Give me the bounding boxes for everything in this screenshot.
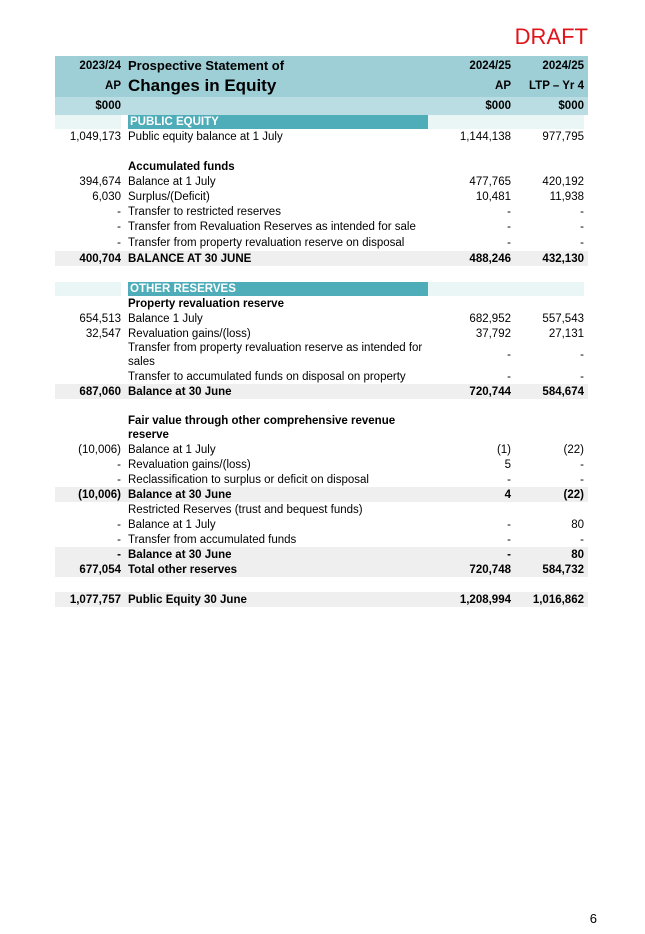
col2-unit: $000 — [485, 100, 511, 112]
ap-value: - — [507, 236, 511, 249]
ltp-value: 584,674 — [542, 385, 584, 398]
row-label: BALANCE AT 30 JUNE — [128, 252, 252, 265]
table-row — [55, 457, 588, 472]
ltp-value: - — [580, 458, 584, 471]
prior-value: 654,513 — [79, 312, 121, 325]
ap-value: 4 — [504, 488, 511, 501]
ltp-value: 11,938 — [549, 190, 584, 203]
prior-value — [55, 341, 121, 369]
row-label: Reclassification to surplus or deficit on disposal — [128, 473, 369, 486]
prior-value: 1,077,757 — [69, 593, 121, 606]
row-label: Total other reserves — [128, 563, 238, 576]
ltp-value: 27,131 — [548, 327, 584, 340]
row-label: Transfer to accumulated funds on disposal on property — [128, 370, 406, 383]
prior-value: 687,060 — [79, 385, 121, 398]
section-label: OTHER RESERVES — [128, 282, 428, 296]
ap-value: 720,748 — [469, 563, 511, 576]
prior-value: - — [117, 220, 121, 233]
row-label: Balance 1 July — [128, 312, 203, 325]
table-row — [55, 129, 588, 145]
row-label: Balance at 30 June — [128, 548, 232, 561]
title-blank — [128, 97, 428, 115]
ltp-value: - — [580, 205, 584, 218]
table-row — [55, 369, 588, 384]
title-line2: Changes in Equity — [128, 76, 277, 95]
ltp-value: - — [580, 349, 584, 361]
ap-value: - — [507, 548, 511, 561]
row-label: Balance at 1 July — [128, 518, 216, 531]
draft-watermark: DRAFT — [514, 24, 588, 49]
col3-unit: $000 — [558, 100, 584, 112]
table-row — [55, 532, 588, 547]
row-label: Transfer to restricted reserves — [128, 205, 281, 218]
header-row-type — [55, 75, 588, 97]
ap-value: 10,481 — [475, 190, 511, 203]
ap-value: - — [507, 473, 511, 486]
ap-value: 1,144,138 — [459, 131, 511, 143]
ap-value: - — [507, 370, 511, 383]
subheading: Property revaluation reserve — [128, 297, 284, 310]
spacer — [55, 577, 588, 592]
col3-type: LTP – Yr 4 — [529, 80, 584, 92]
prior-value: - — [117, 236, 121, 249]
section-label: PUBLIC EQUITY — [128, 115, 428, 129]
table-row — [55, 174, 588, 189]
prior-value — [55, 369, 121, 384]
total-row — [55, 384, 588, 399]
table-row — [55, 311, 588, 326]
ap-value: 477,765 — [469, 175, 511, 188]
table-row — [55, 326, 588, 341]
header-row-year — [55, 56, 588, 75]
ap-value: 5 — [504, 458, 511, 471]
row-label: Balance at 1 July — [128, 175, 216, 188]
subheading: Restricted Reserves (trust and bequest funds) — [128, 503, 363, 516]
ltp-value: - — [580, 533, 584, 546]
total-row — [55, 547, 588, 562]
prior-value: - — [117, 205, 121, 218]
col1-type: AP — [105, 80, 121, 92]
col2-year: 2024/25 — [469, 59, 511, 72]
ap-value: - — [507, 518, 511, 531]
total-row — [55, 251, 588, 266]
changes-in-equity-table — [55, 56, 588, 607]
spacer — [55, 266, 588, 282]
ap-value: 37,792 — [475, 327, 511, 340]
grand-total-row — [55, 592, 588, 607]
ap-value: 1,208,994 — [459, 593, 511, 606]
ltp-value: 977,795 — [542, 131, 584, 143]
table-row — [55, 341, 588, 369]
ap-value: - — [507, 220, 511, 233]
section-other-reserves — [55, 282, 588, 296]
header-row-unit — [55, 97, 588, 115]
prior-value: (10,006) — [78, 488, 121, 501]
ltp-value: 584,732 — [542, 563, 584, 576]
subheading: Accumulated funds — [128, 160, 235, 173]
table-row — [55, 204, 588, 219]
prior-value: - — [117, 458, 121, 471]
ltp-value: 80 — [571, 548, 584, 561]
col1-unit: $000 — [95, 100, 121, 112]
ap-value: - — [507, 533, 511, 546]
page-number: 6 — [589, 911, 597, 926]
prior-value: 677,054 — [79, 563, 121, 576]
table-row — [55, 442, 588, 457]
prior-value: 6,030 — [92, 190, 121, 203]
table-row — [55, 189, 588, 204]
table-row — [55, 219, 588, 234]
ltp-value: 1,016,862 — [532, 593, 584, 606]
ltp-value: - — [580, 236, 584, 249]
ap-value: 488,246 — [469, 252, 511, 265]
col3-year: 2024/25 — [542, 59, 584, 72]
prior-value: (10,006) — [78, 443, 121, 456]
subheading-row — [55, 296, 588, 311]
prior-value: 400,704 — [79, 252, 121, 265]
col1-year: 2023/24 — [79, 59, 121, 72]
section-public-equity — [55, 115, 588, 129]
ltp-value: - — [580, 220, 584, 233]
ap-value: - — [507, 205, 511, 218]
row-label: Revaluation gains/(loss) — [128, 327, 251, 340]
subheading: Fair value through other comprehensive revenue reserve — [128, 415, 396, 441]
spacer — [55, 399, 588, 414]
subheading-row — [55, 414, 588, 442]
title-line1: Prospective Statement of — [128, 58, 285, 73]
ltp-value: - — [580, 370, 584, 383]
row-label: Revaluation gains/(loss) — [128, 458, 251, 471]
ap-value: 682,952 — [469, 312, 511, 325]
ltp-value: 420,192 — [542, 175, 584, 188]
ap-value: - — [507, 349, 511, 361]
row-label: Balance at 1 July — [128, 443, 216, 456]
table-row — [55, 472, 588, 487]
ap-value: (1) — [496, 443, 511, 456]
prior-value: 394,674 — [79, 175, 121, 188]
row-label: Transfer from property revaluation reserve on disposal — [128, 236, 405, 249]
row-label: Public Equity 30 June — [128, 593, 247, 606]
prior-value: 1,049,173 — [69, 131, 121, 143]
row-label: Surplus/(Deficit) — [128, 190, 210, 203]
ltp-value: 80 — [571, 518, 584, 531]
row-label: Public equity balance at 1 July — [128, 131, 283, 143]
ltp-value: (22) — [563, 443, 584, 456]
spacer — [55, 145, 588, 159]
row-label: Transfer from Revaluation Reserves as intended for sale — [128, 220, 416, 233]
subheading-row — [55, 502, 588, 517]
prior-value: - — [117, 518, 121, 531]
total-row — [55, 562, 588, 577]
col2-type: AP — [495, 80, 511, 92]
table-row — [55, 234, 588, 251]
prior-value: - — [117, 533, 121, 546]
row-label: Transfer from accumulated funds — [128, 533, 297, 546]
prior-value: 32,547 — [85, 327, 121, 340]
table-row — [55, 517, 588, 532]
ltp-value: - — [580, 473, 584, 486]
ap-value: 720,744 — [469, 385, 511, 398]
subheading-row — [55, 159, 588, 174]
prior-value: - — [117, 548, 121, 561]
row-label: Transfer from property revaluation reserve as intended for sales — [128, 342, 423, 368]
ltp-value: 557,543 — [542, 312, 584, 325]
row-label: Balance at 30 June — [128, 488, 232, 501]
ltp-value: (22) — [563, 488, 584, 501]
total-row — [55, 487, 588, 502]
ltp-value: 432,130 — [542, 252, 584, 265]
row-label: Balance at 30 June — [128, 385, 232, 398]
prior-value: - — [117, 473, 121, 486]
